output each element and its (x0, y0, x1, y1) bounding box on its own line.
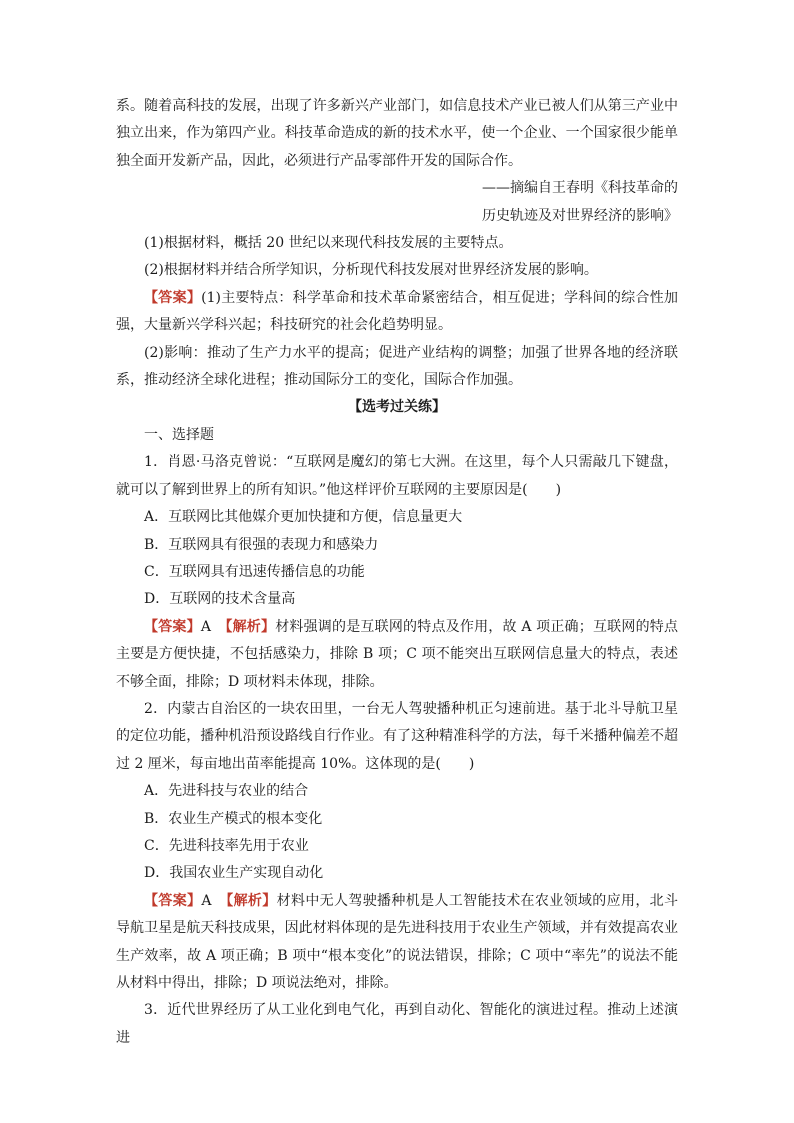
answer-tag: 【答案】 (144, 289, 202, 306)
source-citation-line2: 历史轨迹及对世界经济的影响》 (482, 207, 678, 224)
source-citation-line1: ——摘编自王春明《科技革命的 (482, 180, 678, 197)
mc-question-2-option-c: C．先进科技率先用于农业 (144, 837, 309, 854)
mc-question-1-stem: 1．肖恩·马洛克曾说：“互联网是魔幻的第七大洲。在这里，每个人只需敲几下键盘，就可以了解到世界上的所有知识。”他这样评价互联网的主要原因是( ) (116, 454, 678, 498)
mc-question-3-stem: 3．近代世界经历了从工业化到电气化，再到自动化、智能化的演进过程。推动上述演进 (116, 1002, 678, 1046)
answer-part1: 【答案】(1)主要特点：科学革命和技术革命紧密结合，相互促进；学科间的综合性加强，大量新兴学科兴起；科技研究的社会化趋势明显。 (116, 289, 678, 334)
answer-part2: (2)影响：推动了生产力水平的提高；促进产业结构的调整；加强了世界各地的经济联系，推动经济全球化进程；推动国际分工的变化，国际合作加强。 (116, 344, 678, 389)
material-paragraph: 系。随着高科技的发展，出现了许多新兴产业部门，如信息技术产业已被人们从第三产业中独立出来，作为第四产业。科技革命造成的新的技术水平，使一个企业、一个国家很少能单独全面开发新产品，因此，必须进行产品零部件开发的国际合作。 (116, 98, 678, 169)
document-body (116, 93, 678, 1052)
question-1: (1)根据材料，概括 20 世纪以来现代科技发展的主要特点。 (144, 235, 513, 252)
mc-question-1-option-b: B．互联网具有很强的表现力和感染力 (144, 536, 379, 553)
mc-question-2-stem: 2．内蒙古自治区的一块农田里，一台无人驾驶播种机正匀速前进。基于北斗导航卫星的定位功能，播种机沿预设路线自行作业。有了这种精准科学的方法，每千米播种偏差不超过 2 厘米，每亩地出苗率能提高 10%。这体现的是( ) (116, 700, 678, 772)
mc-question-1-answer: 【答案】A 【解析】材料强调的是互联网的特点及作用，故 A 项正确；互联网的特点主要是方便快捷，不包括感染力，排除 B 项；C 项不能突出互联网信息量大的特点，表述不够全面，排除；D 项材料未体现，排除。 (116, 618, 678, 690)
mc-question-2-option-d: D．我国农业生产实现自动化 (144, 865, 324, 882)
mc-question-2-option-b: B．农业生产模式的根本变化 (144, 810, 323, 827)
mc-question-1-option-a: A．互联网比其他媒介更加快捷和方便，信息量更大 (144, 509, 463, 526)
subsection-title: 一、选择题 (144, 426, 214, 443)
mc-question-2-option-a: A．先进科技与农业的结合 (144, 783, 309, 800)
section-title: 【选考过关练】 (348, 399, 446, 416)
mc-question-1-option-c: C．互联网具有迅速传播信息的功能 (144, 563, 365, 580)
question-2: (2)根据材料并结合所学知识，分析现代科技发展对世界经济发展的影响。 (144, 262, 598, 279)
mc-question-1-option-d: D．互联网的技术含量高 (144, 591, 296, 608)
mc-question-2-answer: 【答案】A 【解析】材料中无人驾驶播种机是人工智能技术在农业领域的应用，北斗导航卫星是航天科技成果，因此材料体现的是先进科技用于农业生产领域，并有效提高农业生产效率，故 A 项正确；B 项中“根本变化”的说法错误，排除；C 项中“率先”的说法不能从材料中得出，排除；D 项说法绝对，排除。 (116, 892, 679, 991)
